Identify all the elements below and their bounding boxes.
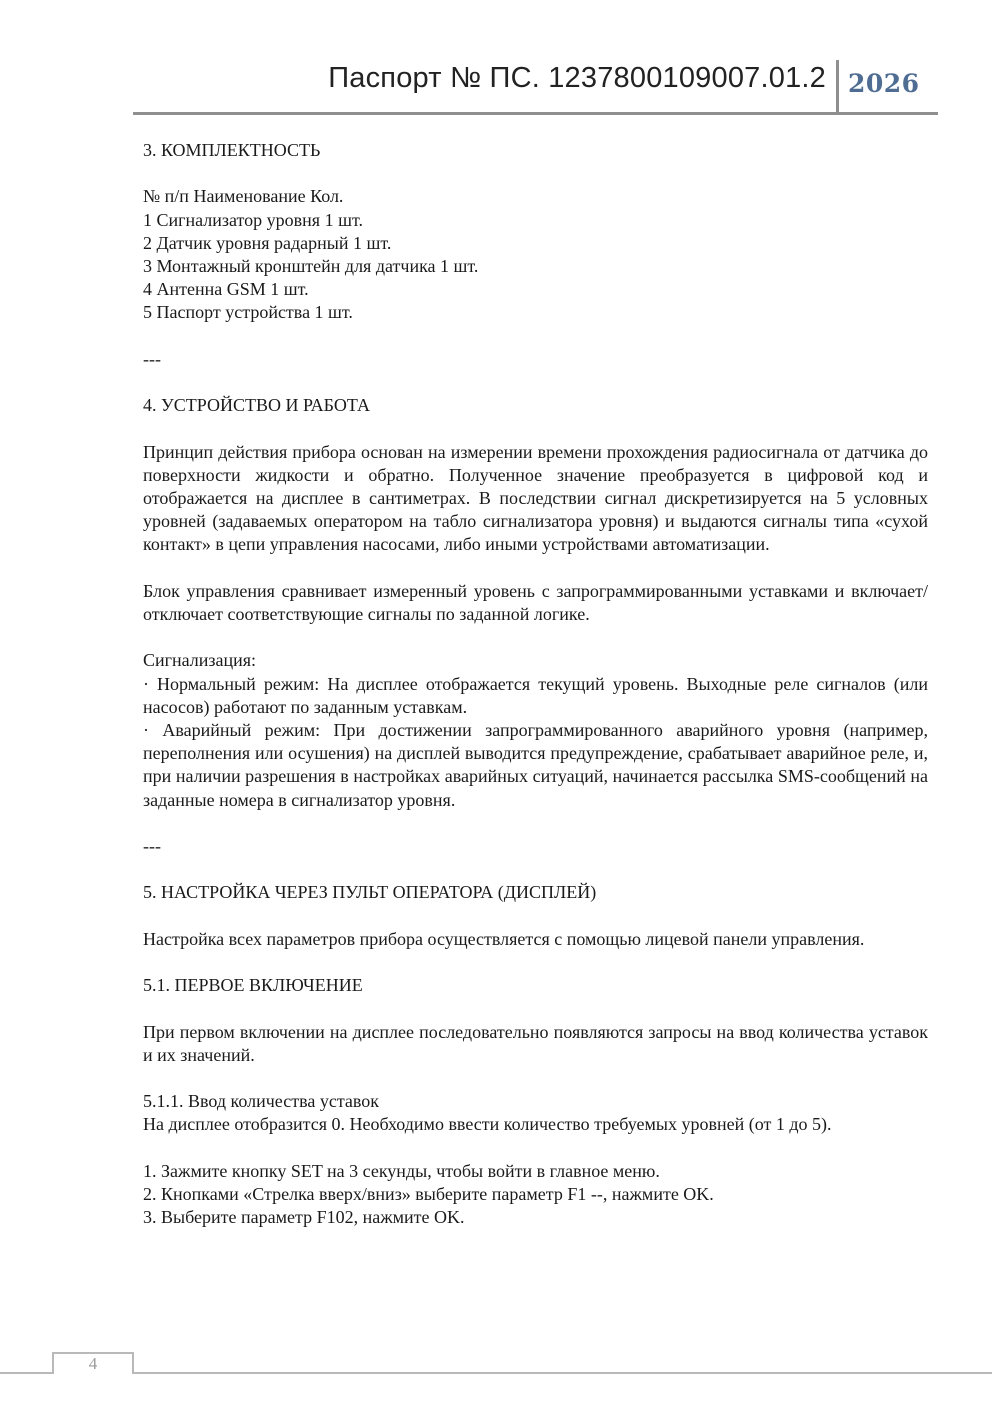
section-5-heading: 5. НАСТРОЙКА ЧЕРЕЗ ПУЛЬТ ОПЕРАТОРА (ДИСПЛЕЙ) [143, 882, 597, 903]
section-3-heading: 3. КОМПЛЕКТНОСТЬ [143, 140, 321, 160]
instruction-step: 3. Выберите параметр F102, нажмите OK. [143, 1207, 465, 1228]
header-divider [836, 60, 839, 115]
section-5-1-heading: 5.1. ПЕРВОЕ ВКЛЮЧЕНИЕ [143, 975, 363, 996]
section-5-1-1-heading: 5.1.1. Ввод количества уставок [143, 1091, 380, 1112]
section-separator: --- [143, 835, 161, 856]
instruction-step: 2. Кнопками «Стрелка вверх/вниз» выберите параметр F1 --, нажмите OK. [143, 1183, 714, 1204]
header-rule [133, 112, 938, 115]
first-power-on-paragraph: При первом включении на дисплее последовательно появляются запросы на ввод количества уставок и их значений. [143, 1021, 928, 1065]
kit-item: 5 Паспорт устройства 1 шт. [143, 302, 353, 323]
instruction-step: 1. Зажмите кнопку SET на 3 секунды, чтобы войти в главное меню. [143, 1160, 660, 1181]
page-number: 4 [88, 1354, 98, 1373]
setpoint-count-paragraph: На дисплее отобразится 0. Необходимо ввести количество требуемых уровней (от 1 до 5). [143, 1114, 832, 1135]
document-title: Паспорт № ПС. 1237800109007.01.2 [328, 62, 826, 94]
alarm-mode-bullet: · Аварийный режим: При достижении запрограммированного аварийного уровня (например, переполнения или осушения) на дисплей выводится предупреждение, срабатывает аварийное реле, и, при наличии разрешения в настройках аварийных ситуаций, начинается рассылка SMS-сообщений на заданные номера в сигнализатор уровня. [143, 719, 928, 810]
signalling-heading: Сигнализация: [143, 650, 257, 671]
kit-item: 1 Сигнализатор уровня 1 шт. [143, 209, 363, 230]
normal-mode-bullet: · Нормальный режим: На дисплее отображается текущий уровень. Выходные реле сигналов (или насосов) работают по заданным уставкам. [143, 673, 928, 717]
document-year: 2026 [848, 69, 920, 98]
footer-rule [0, 1372, 992, 1374]
operation-principle-paragraph: Принцип действия прибора основан на измерении времени прохождения радиосигнала от датчика до поверхности жидкости и обратно. Полученное значение преобразуется в цифровой код и отображается на дисплее в сантиметрах. В последствии сигнал дискретизируется на 5 условных уровней (задаваемых оператором на табло сигнализатора уровня) и выдаются сигналы типа «сухой контакт» в цепи управления насосами, либо иными устройствами автоматизации. [143, 441, 928, 555]
setup-paragraph: Настройка всех параметров прибора осуществляется с помощью лицевой панели управления. [143, 928, 865, 949]
kit-item: 4 Антенна GSM 1 шт. [143, 279, 309, 300]
kit-item: 2 Датчик уровня радарный 1 шт. [143, 232, 392, 253]
kit-table-header: № п/п Наименование Кол. [143, 186, 344, 207]
section-separator: --- [143, 348, 161, 369]
section-4-heading: 4. УСТРОЙСТВО И РАБОТА [143, 395, 370, 416]
kit-item: 3 Монтажный кронштейн для датчика 1 шт. [143, 256, 479, 276]
control-unit-paragraph: Блок управления сравнивает измеренный уровень с запрограммированными уставками и включает/отключает соответствующие сигналы по заданной логике. [143, 580, 928, 624]
page-number-tab [52, 1352, 134, 1374]
page-content [143, 139, 928, 1229]
